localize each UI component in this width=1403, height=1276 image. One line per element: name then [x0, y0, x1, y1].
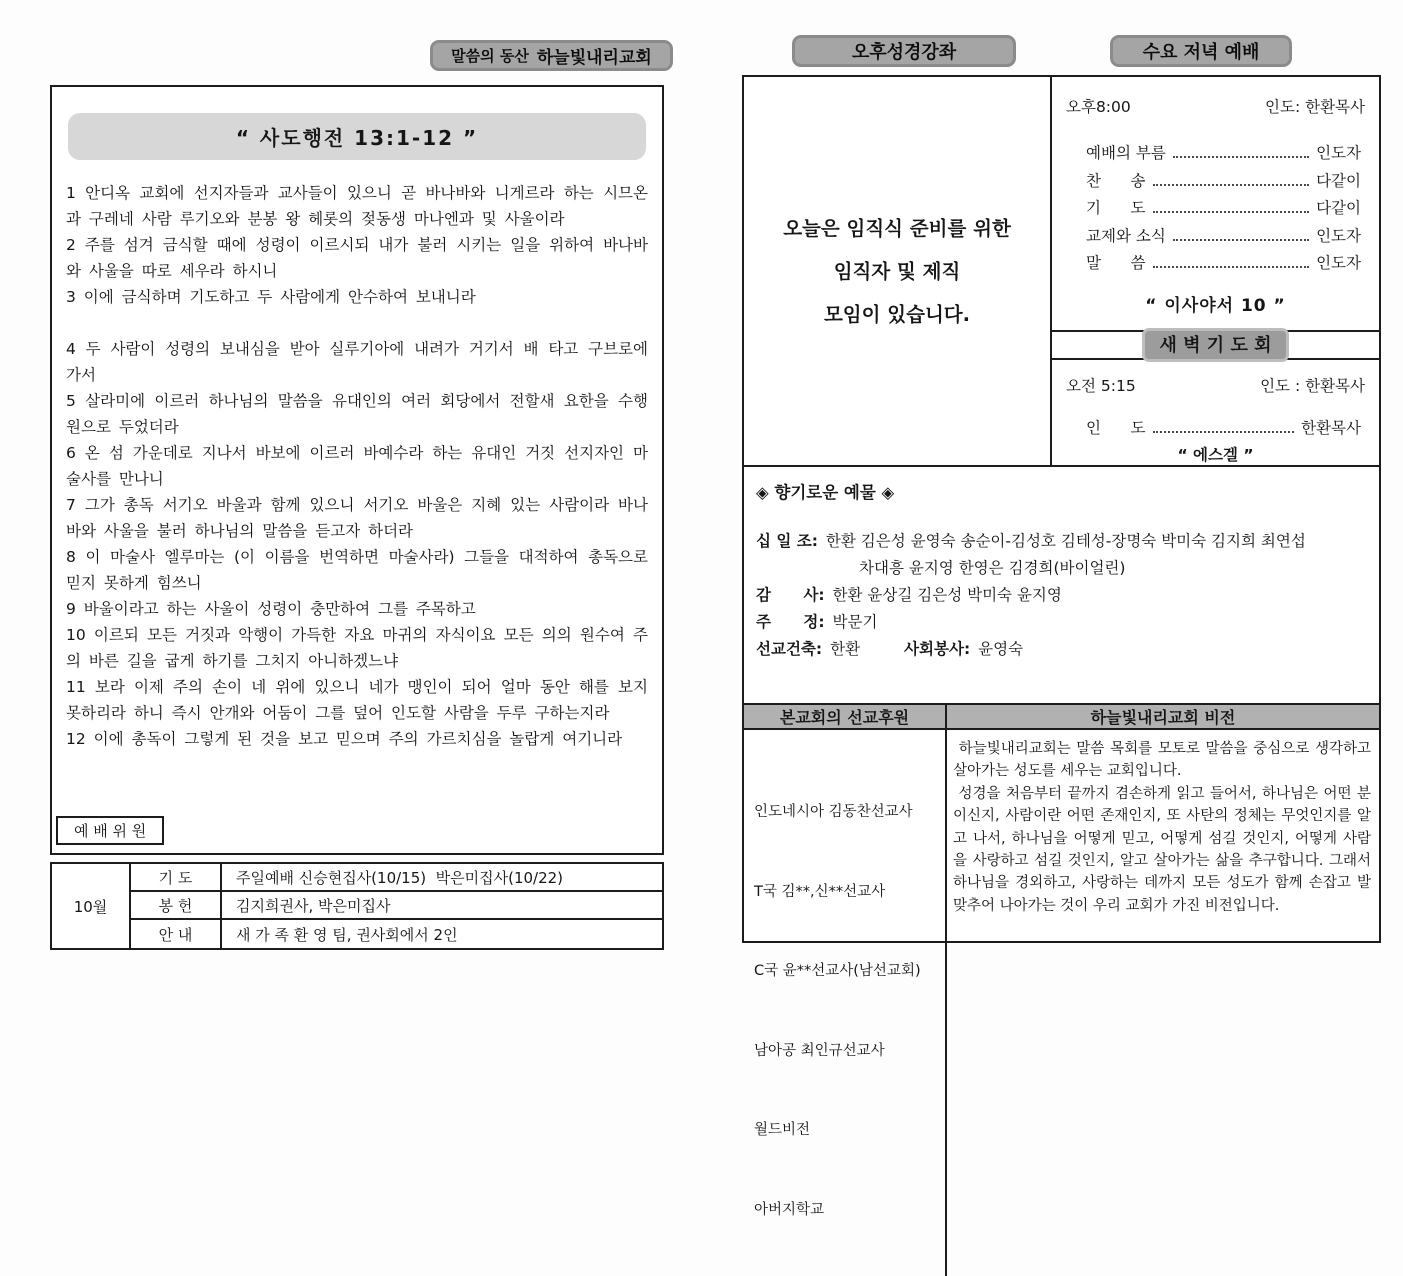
verse-gap [66, 310, 648, 336]
tithe-label: 십 일 조: [756, 532, 818, 550]
bottom-table [744, 705, 1379, 1218]
order-who: 인도자 [1316, 144, 1361, 162]
scripture-title: “ 사도행전 13:1-12 ” [235, 126, 479, 150]
mission-item-1: 인도네시아 김동찬선교사 [754, 804, 913, 820]
mission-item-5: 월드비전 [754, 1122, 811, 1138]
worship-committee-table [50, 862, 664, 950]
top-section [744, 77, 1379, 467]
church-name: 하늘빛내리교회 [536, 48, 652, 68]
scripture-panel [50, 85, 664, 855]
order-item-hymn [1086, 169, 1361, 197]
dawn-time: 오전 5:15 [1066, 376, 1136, 395]
order-who: 다같이 [1316, 171, 1361, 190]
social-service-label: 사회봉사: [904, 640, 971, 658]
evening-scripture: “ 이사야서 10 ” [1145, 295, 1286, 316]
mission-item-6: 아버지학교 [754, 1201, 825, 1218]
mission-item-4: 남아공 최인규선교사 [754, 1042, 885, 1059]
announcement-line3: 모임이 있습니다. [823, 302, 971, 326]
dawn-scripture: “ 에스겔 ” [1177, 446, 1254, 464]
dawn-prayer-section [1052, 360, 1379, 466]
vision-header: 하늘빛내리교회 비전 [1090, 708, 1236, 727]
order-who: 인도자 [1316, 254, 1361, 272]
bottom-table-body [744, 730, 1379, 1276]
dawn-time-row [1064, 370, 1367, 396]
verse-10: 10 이르되 모든 거짓과 악행이 가득한 자요 마귀의 자식이요 모든 의의 원수여 주의 바른 길을 굽게 하기를 그치지 아니하겠느냐 [66, 626, 648, 670]
committee-month: 10월 [52, 864, 131, 948]
mission-value: 한환 [830, 640, 861, 658]
verse-8: 8 이 마술사 엘루마는 (이 이름을 번역하면 마술사라) 그들을 대적하여 총독으로 믿지 못하게 힘쓰니 [66, 548, 648, 592]
dawn-prayer-badge-row [1052, 330, 1379, 360]
wednesday-service-cell [1052, 77, 1379, 465]
tithe-continuation: 차대흥 윤지영 한영은 김경희(바이얼린) [859, 559, 1126, 577]
bottom-table-header [744, 705, 1379, 730]
right-page-panel [742, 75, 1381, 1218]
evening-service-order [1052, 77, 1379, 330]
order-label: 예배의 부름 [1086, 144, 1166, 162]
verse-9: 9 바울이라고 하는 사울이 성령이 충만하여 그를 주목하고 [66, 600, 476, 618]
dawn-prayer-badge: 새 벽 기 도 회 [1142, 328, 1288, 362]
missions-list [744, 730, 947, 1276]
dotted-leader [1153, 431, 1295, 433]
offerings-tithe-row [756, 529, 1365, 556]
vision-paragraph-2: 성경을 처음부터 끝까지 겸손하게 읽고 들어서, 하나님은 어떤 분이신지, 사람이란 어떤 존재인지, 또 사탄의 정체는 무엇인지를 알고 나서, 하나님을 어떻게 믿고, 어떻게 섬길 것인지, 어떻게 사람을 사랑하고 섬길 것인지, 알고 살아가는 삶을 추구합니다. 그래서 하나님을 경외하고, 사랑하는 데까지 모든 성도가 함께 손잡고 발 맞추어 나아가는 것이 우리 교회가 가진 비전입니다. [953, 785, 1376, 914]
order-item-call [1086, 141, 1361, 169]
committee-role-offering: 봉 헌 [131, 892, 222, 920]
order-item-word [1086, 251, 1361, 279]
worship-committee-label: 예 배 위 원 [56, 816, 164, 845]
afternoon-bible-class-badge: 오후성경강좌 [792, 35, 1016, 67]
verse-1: 1 안디옥 교회에 선지자들과 교사들이 있으니 곧 바나바와 니게르라 하는 시므온과 구레네 사람 루기오와 분봉 왕 헤롯의 젖동생 마나엔과 및 사울이라 [66, 184, 648, 228]
social-service-value: 윤영숙 [978, 640, 1024, 658]
missions-header: 본교회의 선교후원 [744, 705, 947, 728]
dawn-order-list [1064, 416, 1367, 444]
offerings-mission-service-row [756, 637, 1365, 664]
committee-role-guide: 안 내 [131, 920, 222, 948]
committee-role-prayer: 기 도 [131, 864, 222, 892]
offerings-jujung-row [756, 610, 1365, 637]
committee-value-prayer: 주일예배 신승현집사(10/15) 박은미집사(10/22) [222, 864, 662, 892]
scripture-title-bar [68, 113, 646, 160]
order-who: 인도자 [1316, 226, 1361, 245]
jujung-value: 박문기 [832, 613, 878, 631]
announcement-line1: 오늘은 임직식 준비를 위한 [783, 216, 1011, 240]
evening-service-time: 오후8:00 [1066, 98, 1131, 116]
announcement-line2: 임직자 및 제직 [833, 259, 961, 283]
verse-11: 11 보라 이제 주의 손이 네 위에 있으니 네가 맹인이 되어 얼마 동안 해를 보지 못하리라 하니 즉시 안개와 어둠이 그를 덮어 인도할 사람을 두루 구하는지라 [66, 678, 648, 722]
verse-12: 12 이에 총독이 그렇게 된 것을 보고 믿으며 주의 가르치심을 놀랍게 여기니라 [66, 730, 623, 748]
order-label: 인 도 [1086, 418, 1146, 437]
evening-service-leader: 인도: 한환목사 [1265, 98, 1365, 116]
verse-6: 6 온 섬 가운데로 지나서 바보에 이르러 바예수라 하는 유대인 거짓 선지자인 마술사를 만나니 [66, 444, 648, 488]
vision-paragraph-1: 하늘빛내리교회는 말씀 목회를 모토로 말씀을 중심으로 생각하고 살아가는 성도를 세우는 교회입니다. [953, 741, 1376, 780]
dotted-leader [1153, 266, 1310, 268]
order-label: 말 씀 [1086, 254, 1146, 272]
mission-label: 선교건축: [756, 640, 823, 658]
offerings-title: ◈ 향기로운 예물 ◈ [756, 483, 895, 502]
committee-value-guide: 새 가 족 환 영 팀, 권사회에서 2인 [236, 925, 458, 944]
thanks-value: 한환 윤상길 김은성 박미숙 윤지영 [832, 586, 1062, 604]
evening-service-time-row [1064, 91, 1367, 117]
jujung-label: 주 정: [756, 613, 825, 631]
wednesday-service-badge: 수요 저녁 예배 [1110, 35, 1292, 67]
dotted-leader [1173, 239, 1309, 241]
church-header-badge [430, 40, 673, 71]
scripture-verses [52, 176, 662, 752]
verse-2: 2 주를 섬겨 금식할 때에 성령이 이르시되 내가 불러 시키는 일을 위하여 바나바와 사울을 따로 세우라 하시니 [66, 236, 648, 280]
mission-item-3: C국 윤**선교사(남선교회) [754, 963, 921, 979]
badge-prefix: 말씀의 동산 [451, 47, 529, 65]
verse-3: 3 이에 금식하며 기도하고 두 사람에게 안수하여 보내니라 [66, 288, 476, 306]
offerings-section [744, 467, 1379, 705]
dotted-leader [1153, 211, 1310, 213]
verse-4: 4 두 사람이 성령의 보내심을 받아 실루기아에 내려가 거기서 배 타고 구브로에 가서 [66, 340, 648, 384]
dotted-leader [1153, 184, 1310, 186]
verse-7: 7 그가 총독 서기오 바울과 함께 있으니 서기오 바울은 지혜 있는 사람이라 바나바와 사울을 불러 하나님의 말씀을 듣고자 하더라 [66, 496, 648, 540]
verse-5: 5 살라미에 이르러 하나님의 말씀을 유대인의 여러 회당에서 전할새 요한을 수행원으로 두었더라 [66, 392, 648, 436]
announcement-cell [744, 77, 1052, 465]
order-label: 찬 송 [1086, 171, 1146, 190]
thanks-label: 감 사: [756, 586, 825, 604]
order-who: 다같이 [1316, 199, 1361, 217]
dawn-order-item [1086, 416, 1361, 444]
tithe-value: 한환 김은성 윤영숙 송순이-김성호 김테성-장명숙 박미숙 김지희 최연섭 [825, 532, 1306, 550]
mission-item-2: T국 김**,신**선교사 [754, 883, 886, 900]
order-list [1064, 141, 1367, 279]
order-item-fellowship [1086, 224, 1361, 252]
committee-value-offering: 김지희권사, 박은미집사 [222, 892, 662, 920]
offerings-thanks-row [756, 583, 1365, 610]
order-label: 교제와 소식 [1086, 226, 1166, 245]
vision-text [947, 730, 1379, 1276]
order-item-prayer [1086, 196, 1361, 224]
dotted-leader [1173, 156, 1309, 158]
order-who: 한환목사 [1301, 418, 1361, 437]
dawn-leader: 인도 : 한환목사 [1260, 376, 1365, 395]
order-label: 기 도 [1086, 199, 1146, 217]
